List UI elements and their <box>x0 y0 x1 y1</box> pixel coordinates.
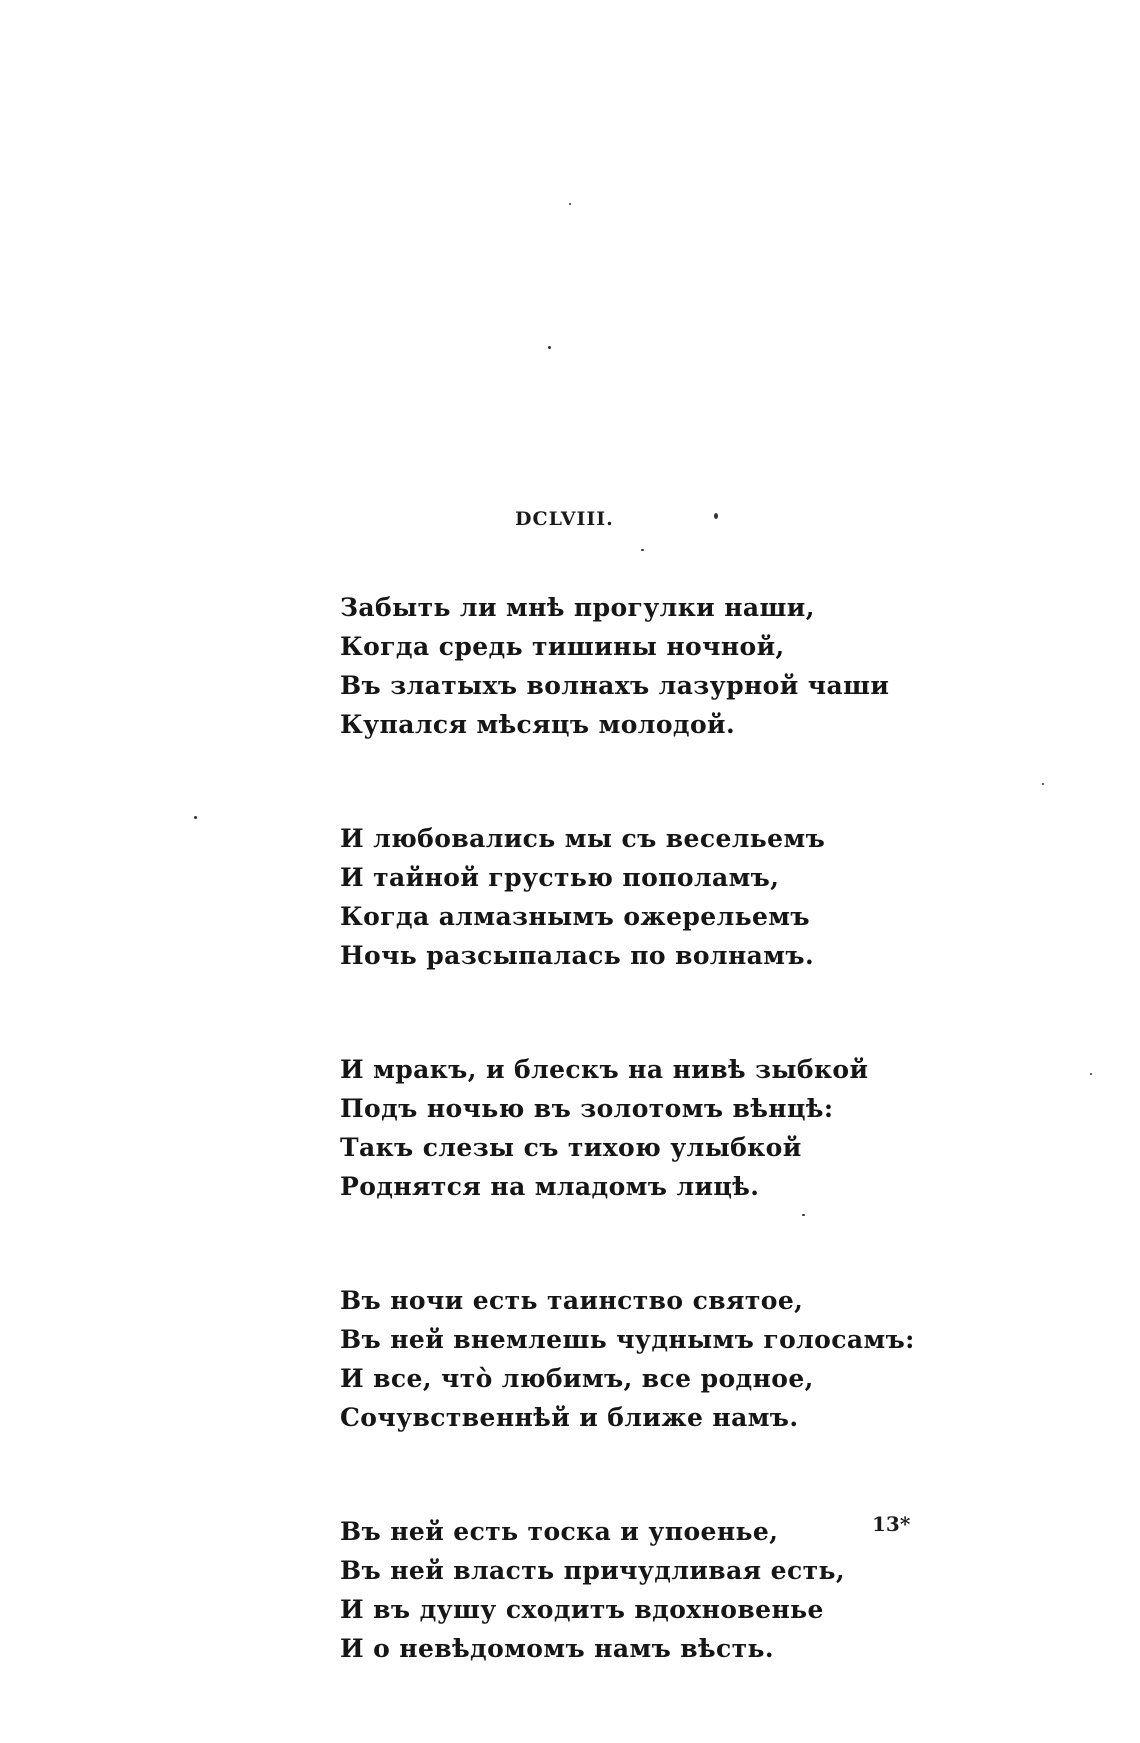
poem-line: И тайной грустью пополамъ, <box>340 863 780 892</box>
scan-speck <box>802 1214 805 1216</box>
poem-line: Подъ ночью въ золотомъ вѣнцѣ: <box>340 1094 834 1123</box>
poem-line: Когда средь тишины ночной, <box>340 632 785 661</box>
stanza-2 <box>340 819 900 975</box>
scan-speck <box>1042 783 1044 785</box>
poem-line: И о невѣдомомъ намъ вѣсть. <box>340 1634 775 1663</box>
scan-speck <box>714 513 718 519</box>
poem-line: И въ душу сходитъ вдохновенье <box>340 1595 824 1624</box>
stanza-3 <box>340 1050 900 1206</box>
scan-speck <box>194 816 197 819</box>
poem-line: Когда алмазнымъ ожерельемъ <box>340 902 810 931</box>
poem-number-heading: DCLVIII. <box>515 508 614 530</box>
poem-line: Въ ней власть причудливая есть, <box>340 1556 845 1585</box>
scan-speck <box>569 203 571 205</box>
scan-speck <box>641 549 644 551</box>
poem-line: И все, что̀ любимъ, все родное, <box>340 1364 814 1393</box>
poem-line: Сочувственнѣй и ближе намъ. <box>340 1403 799 1432</box>
poem-line: Такъ слезы съ тихою улыбкой <box>340 1133 802 1162</box>
poem-line: Въ ней есть тоска и упоенье, <box>340 1517 779 1546</box>
poem-line: Роднятся на младомъ лицѣ. <box>340 1172 760 1201</box>
stanza-1 <box>340 588 900 744</box>
poem-line: Забыть ли мнѣ прогулки наши, <box>340 593 815 622</box>
poem-line: Въ ней внемлешь чуднымъ голосамъ: <box>340 1325 915 1354</box>
scan-speck <box>548 346 551 349</box>
poem-body <box>340 588 915 1743</box>
poem-line: Ночь разсыпалась по волнамъ. <box>340 941 815 970</box>
poem-line: Въ ночи есть таинство святое, <box>340 1286 804 1315</box>
poem-line: И мракъ, и блескъ на нивѣ зыбкой <box>340 1055 869 1084</box>
poem-line: И любовались мы съ весельемъ <box>340 824 826 853</box>
page-number: 13* <box>872 1512 911 1536</box>
stanza-4 <box>340 1281 915 1437</box>
poem-line: Купался мѣсяцъ молодой. <box>340 710 736 739</box>
stanza-5 <box>340 1512 900 1668</box>
poem-line: Въ златыхъ волнахъ лазурной чаши <box>340 671 890 700</box>
scan-speck <box>1090 1073 1092 1075</box>
